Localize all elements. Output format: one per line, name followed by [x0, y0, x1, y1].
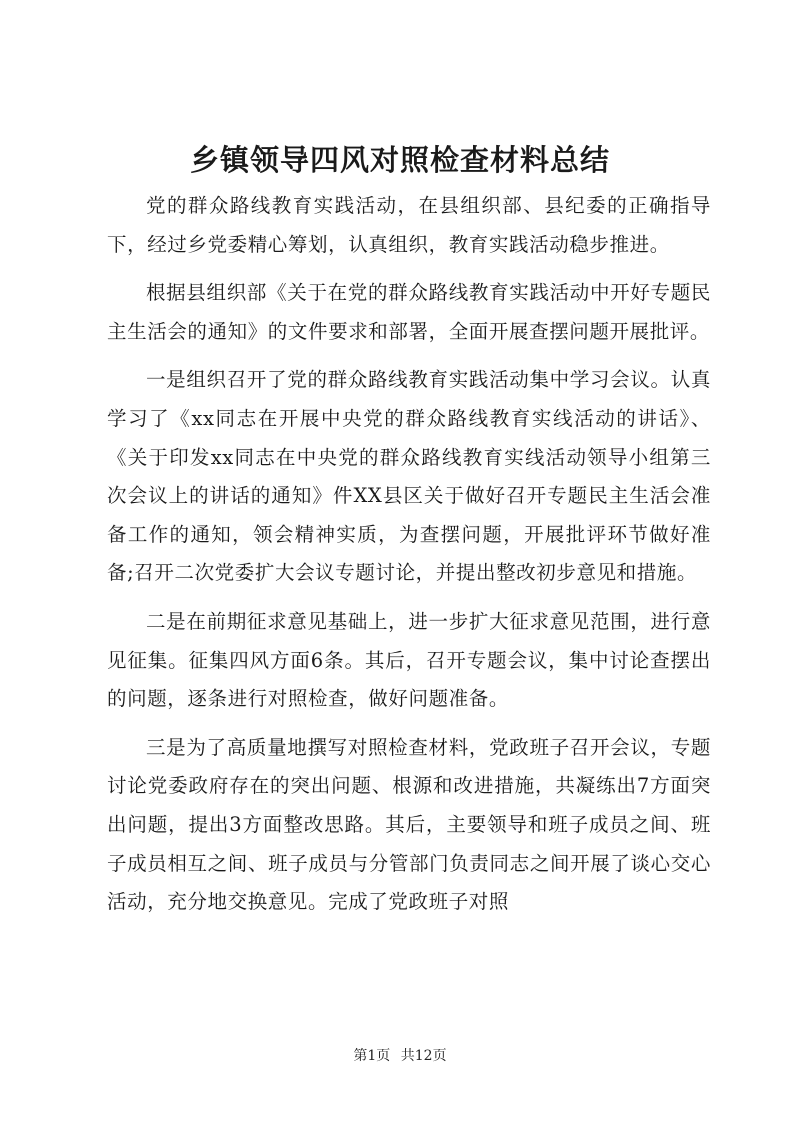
page-total: 共12页 [400, 1048, 447, 1064]
paragraph: 党的群众路线教育实践活动，在县组织部、县纪委的正确指导下，经过乡党委精心筹划，认真组织，教育实践活动稳步推进。 [107, 194, 711, 256]
page-footer [0, 1046, 800, 1066]
page-number: 第1页 [353, 1048, 391, 1064]
paragraph: 根据县组织部《关于在党的群众路线教育实践活动中开好专题民主生活会的通知》的文件要求和部署，全面开展查摆问题开展批评。 [107, 281, 711, 343]
paragraph: 三是为了高质量地撰写对照检查材料，党政班子召开会议，专题讨论党委政府存在的突出问题、根源和改进措施，共凝练出7方面突出问题，提出3方面整改思路。其后，主要领导和班子成员之间、班子成员相互之间、班子成员与分管部门负责同志之间开展了谈心交心活动，充分地交换意见。完成了党政班子对照 [107, 735, 711, 914]
document-body [107, 187, 711, 932]
paragraph: 一是组织召开了党的群众路线教育实践活动集中学习会议。认真学习了《xx同志在开展中央党的群众路线教育实线活动的讲话》、《关于印发xx同志在中央党的群众路线教育实线活动领导小组第三次会议上的讲话的通知》件XX县区关于做好召开专题民主生活会准备工作的通知，领会精神实质，为查摆问题，开展批评环节做好准备;召开二次党委扩大会议专题讨论，并提出整改初步意见和措施。 [107, 368, 711, 585]
document-title: 乡镇领导四风对照检查材料总结 [189, 143, 610, 177]
paragraph: 二是在前期征求意见基础上，进一步扩大征求意见范围，进行意见征集。征集四风方面6条。其后，召开专题会议，集中讨论查摆出的问题，逐条进行对照检查，做好问题准备。 [107, 609, 711, 711]
